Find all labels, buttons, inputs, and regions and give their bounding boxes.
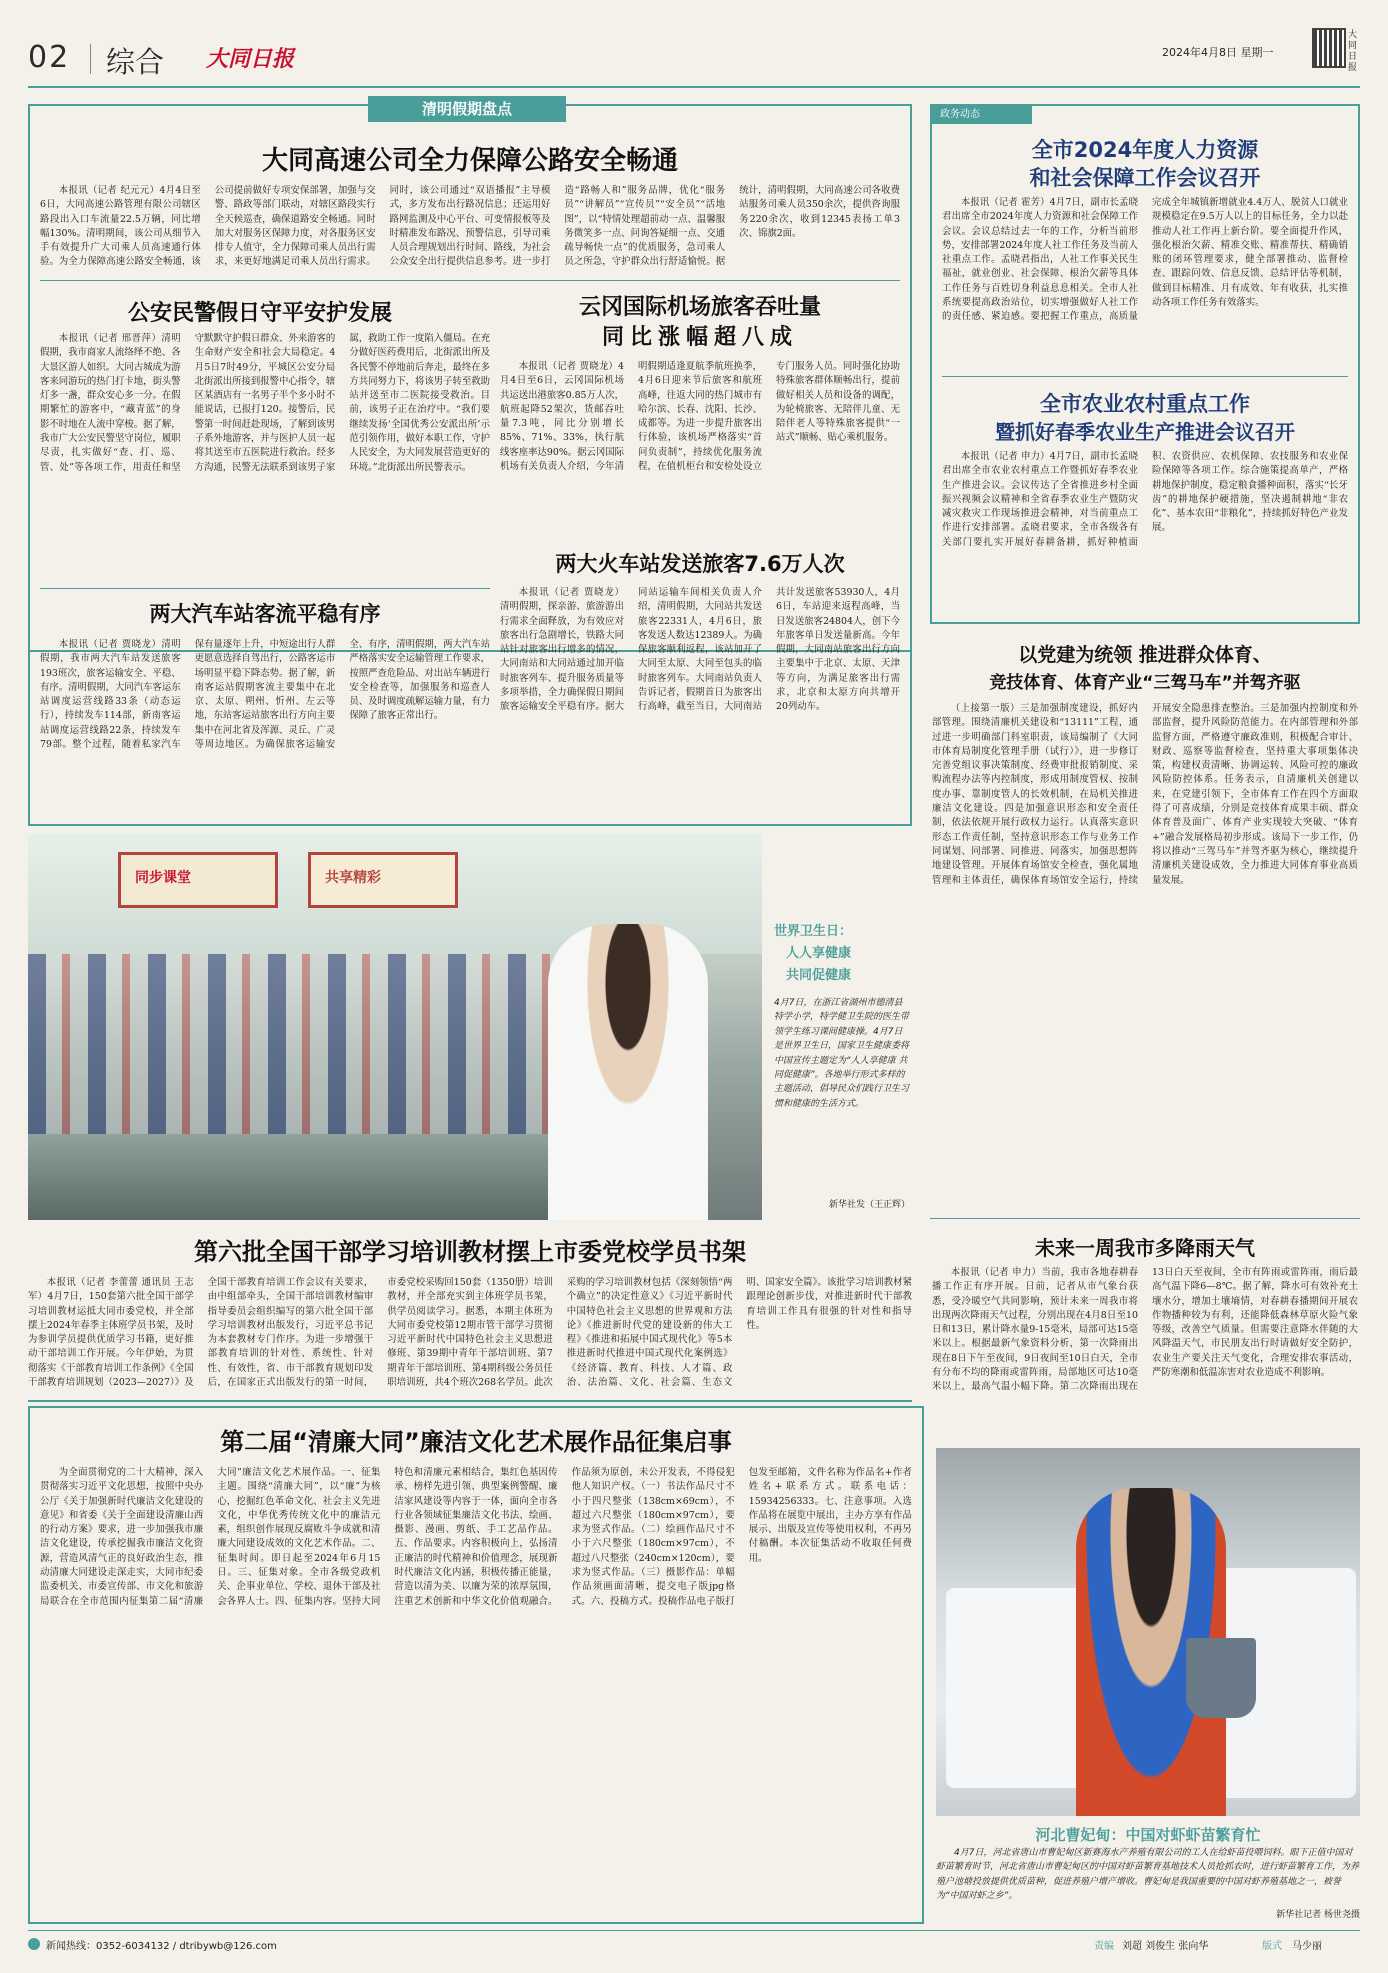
article-police: 本报讯（记者 邢晋萍）清明假期，我市商家人流络绎不绝、各大景区游人如织。大同古城成为游客来同游玩的热门打卡地，街头警灯多一盏，群众安心多一分。在假期繁忙的游客中，“藏青蓝”的身影不时地在人流中穿梭。据了解，我市广大公安民警坚守岗位，履职尽责，扎实做好“查、打、巡、管、处”等各项工作，用责任和坚守默默守护假日群众、外来游客的生命财产安全和社会大局稳定。4月5日7时49分，平城区公安分局北街派出所接到报警中心指令，辖区某酒店有一名男子半个多小时不能说话，已报打120。接警后，民警第一时间赶赴现场，了解到该男子系外地游客，并与医护人员一起将其送至市五医院进行救治。经多方沟通，民警无法联系到该男子家属，救助工作一度陷入僵局。在充分做好医药费用后，北街派出所及各民警不停地前后奔走，最终在多方共同努力下，将该男子转至救助站并送至市二医院接受救治。目前，该男子正在治疗中。“我们要继续发扬‘全国优秀公安派出所’示范引领作用，做好本职工作，守护人民安全，为大同发展营造更好的环境。”北街派出所民警表示。 <box>40 333 490 473</box>
headline-hr-1: 全市2024年度人力资源 <box>1031 138 1259 162</box>
headline-agri-2: 暨抓好春季农业生产推进会议召开 <box>995 420 1295 444</box>
footer-designer: 马少丽 <box>1292 1941 1322 1952</box>
brief-label <box>932 106 1032 124</box>
footer-hotline: 新闻热线：0352-6034132 / dtribywb@126.com <box>46 1941 277 1952</box>
rule-r2 <box>930 1218 1360 1219</box>
article-train: 本报讯（记者 贾晓龙）清明假期，探亲游、旅游游出行需求全面释放，为有效应对旅客出行急剧增长，铁路大同站针对旅客出行增多的情况，大同南站和大同站通过加开临时旅客列车、提升服务质量等多项举措，全力确保假日期间旅客运输安全平稳有序。据大同站运输车间相关负责人介绍，清明假期，大同站共发送旅客22331人，4月6日，旅客发送人数达12389人。为确保旅客顺利返程，该站加开了大同至太原、大同至包头的临时旅客列车。大同南站负责人告诉记者，假期首日为旅客出行高峰，截至当日，大同南站共计发送旅客53930人，4月6日，车站迎来返程高峰，当日发送旅客24804人，创下今年旅客单日发送量新高。今年假期，大同南站旅客出行方向主要集中于北京、太原、天津等方向，为满足旅客出行需求，北京和太原方向共增开20列动车。 <box>500 587 900 713</box>
article-competition: 为全面贯彻党的二十大精神，深入贯彻落实习近平文化思想，按照中央办公厅《关于加强新时代廉洁文化建设的意见》和省委《关于全面建设清廉山西的行动方案》要求，进一步加强我市廉洁文化建设，传承挖掘我市廉洁文化资源，营造风清气正的良好政治生态，推动清廉大同建设走深走实，大同市纪委监委机关、市委宣传部、市文化和旅游局联合在全市范围内征集第二届“清廉大同”廉洁文化艺术展作品。一、征集主题。围绕“清廉大同”，以“廉”为核心，挖掘红色革命文化、社会主义先进文化，中华优秀传统文化中的廉洁元素，组织创作展现反腐败斗争成就和清廉大同建设成效的文化艺术作品。二、征集时间。即日起至2024年6月15日。三、征集对象。全市各级党政机关、企事业单位、学校、退休干部及社会各界人士。四、征集内容。坚持大同特色和清廉元素相结合，集红色基因传承、榜样先进引领、典型案例警醒、廉洁家风建设等内容于一体，面向全市各行业各领域征集廉洁文化书法、绘画、摄影、漫画、剪纸、手工艺品作品。五、作品要求。内容积极向上，弘扬清正廉洁的时代精神和价值理念，展现新时代廉洁文化内涵，积极传播正能量，营造以清为美、以廉为荣的浓厚氛围，注重艺术创新和中华文化价值观融合。作品须为原创，未公开发表，不得侵犯他人知识产权。（一）书法作品尺寸不小于四尺整张（138cm×69cm），不超过六尺整张（180cm×97cm），要求为竖式作品。（二）绘画作品尺寸不小于六尺整张（180cm×97cm），不超过八尺整张（240cm×120cm），要求为竖式作品。（三）摄影作品：单幅作品须画面清晰，提交电子版jpg格式。六、投稿方式。投稿作品电子版打包发至邮箱，文件名称为作品名+作者姓名+联系方式。联系电话：15934256333。七、注意事项。入选作品将在展览中展出，主办方享有作品展示、出版及宣传等使用权利，不再另付稿酬。本次征集活动不收取任何费用。 <box>40 1467 912 1607</box>
board-text-2: 共享精彩 <box>325 870 381 886</box>
masthead-divider <box>90 44 91 74</box>
article-bus: 本报讯（记者 贾晓龙）清明假期，我市两大汽车站发送旅客193班次，旅客运输安全、平稳、有序。清明假期，大同汽车客运东站调度运营线路33条（动态运行），持续发车114部，新南客运站调度运营线路22条，持续发车79部。整个过程，随着私家汽车保有量逐年上升，中短途出行人群更愿意选择自驾出行，公路客运市场明显平稳下降态势。据了解，新南客运站假期客流主要集中在北京、太原、朔州、忻州、左云等地，东站客运站旅客出行方向主要集中在河北省及浑源、灵丘、广灵等周边地区。为确保旅客运输安全、有序，清明假期，两大汽车站严格落实安全运输管理工作要求，按照严查危险品、对出站车辆进行安全检查等，加强服务和巡查人员、及时调度疏解运输力量，有力保障了旅客正常出行。 <box>40 639 490 751</box>
headline-sports-1: 以党建为统领 推进群众体育、 <box>1018 644 1272 666</box>
photo2-caption-title: 河北曹妃甸：中国对虾虾苗繁育忙 <box>1035 1826 1261 1844</box>
article-agri: 本报讯（记者 申力）4月7日，副市长孟晓君出席全市农业农村重点工作暨抓好春季农业生产推进会议。会议传达了全省推进乡村全面振兴视频会议精神和全省春季农业生产暨防灾减灾救灾工作现场推进会精神，对当前重点工作进行安排部署。孟晓君要求，全市各级各有关部门要扎实开展好春耕备耕，抓好种植面积、农资供应、农机保障、农技服务和农业保险保障等各项工作。综合施策提高单产，严格耕地保护制度，稳定粮食播种面积，落实“长牙齿”的耕地保护硬措施，坚决遏制耕地“非农化”、基本农田“非粮化”，持续抓好特色产业发展。 <box>942 451 1348 548</box>
qr-label: 大同日报 <box>1348 30 1358 73</box>
masthead <box>28 28 1360 88</box>
footer-design-label: 版式 <box>1262 1941 1282 1952</box>
article-hr: 本报讯（记者 霍芳）4月7日，副市长孟晓君出席全市2024年度人力资源和社会保障工作会议。会议总结过去一年的工作，分析当前形势，安排部署2024年度人社工作任务及当前人社重点工作。孟晓君指出，人社工作事关民生福祉，就业创业、社会保障、根治欠薪等具体工作任务与百姓切身利益息息相关。全市人社系统要提高政治站位，切实增强做好人社工作的责任感、紧迫感。要把握工作重点，高质量完成全年城镇新增就业4.4万人、脱贫人口就业规模稳定在9.5万人以上的目标任务，全力以赴推动人社工作再上新台阶。要全面提升作风，强化根治欠薪、精准交账、精准帮扶、精确销账的闭环管理要求，健全部署推动、监督检查、跟踪问效、信息反馈、总结评估等机制，做到目标精准、月有成效、年有收获，扎实推动各项工作任务有效落实。 <box>942 197 1348 323</box>
brief-label-text: 政务动态 <box>940 109 980 120</box>
page-number: 02 <box>28 40 71 75</box>
headline-hr-2: 和社会保障工作会议召开 <box>1029 166 1261 190</box>
paper-logo: 大同日报 <box>206 46 295 72</box>
headline-airport-1: 云冈国际机场旅客吞吐量 <box>578 295 821 320</box>
headline-sports-2: 竞技体育、体育产业“三驾马车”并驾齐驱 <box>989 673 1301 693</box>
holiday-banner-text: 清明假期盘点 <box>421 100 512 118</box>
footer-editor-label: 责编 <box>1094 1941 1114 1952</box>
section-name: 综合 <box>106 45 165 79</box>
headline-textbook: 第六批全国干部学习培训教材摆上市委党校学员书架 <box>194 1238 746 1266</box>
qr-code <box>1312 28 1346 68</box>
footer-phone-icon <box>28 1938 40 1950</box>
photo1-caption-body: 4月7日，在浙江省湖州市德清县特学小学，特学健卫生院的医生带领学生练习课间健康操。4月7日是世界卫生日，国家卫生健康委将中国宣传主题定为“人人享健康 共同促健康”。各地举行形式多样的主题活动，倡导民众们践行卫生习惯和健康的生活方式。 <box>774 998 910 1109</box>
article-highway: 本报讯（记者 纪元元）4月4日至6日，大同高速公路管理有限公司辖区路段出入口车流量22.5万辆，同比增幅130%。清明期间，该公司从细节入手有效提升广大司乘人员高速通行体验。为全力保障高速公路安全畅通，该公司提前做好专项安保部署，加强与交警、路政等部门联动，对辖区路段实行全天候巡查，确保道路安全畅通。同时加大对服务区保障力度，对各服务区安排专人值守，全力保障司乘人员出行需求，来更好地满足司乘人员出行需求。同时，该公司通过“双语播报”主导模式，多方发布出行路况信息；还运用好路网监测及中心平台、可变情报板等及时精准发布路况、预警信息，引导司乘人员合理规划出行时间、路线，为社会公众安全出行提供信息参考。进一步打造“路畅人和”服务品牌，优化“服务员”“讲解员”“宣传员”“安全员”“活地图”，以“特情处理超前动一点、温馨服务微笑多一点、问询答疑细一点、交通疏导畅快一点”的优质服务，急司乘人员之所急，守护群众出行舒适愉悦。据统计，清明假期，大同高速公司各收费站服务司乘人员350余次，提供咨询服务220余次，收到12345表扬工单3次、锦旗2面。 <box>40 185 900 268</box>
photo2-credit: 新华社记者 杨世尧摄 <box>1276 1910 1360 1920</box>
photo2-caption-body: 4月7日，河北省唐山市曹妃甸区新赛海水产养殖有限公司的工人在给虾苗投喂饲料。眼下正值中国对虾苗繁育时节，河北省唐山市曹妃甸区的中国对虾苗繁育基地技术人员抢抓农时，进行虾苗繁育工作，为养殖户池塘投放提供优质苗种，促进养殖户增产增收。曹妃甸是我国重要的中国对虾养殖基地之一，被誉为“中国对虾之乡”。 <box>936 1848 1360 1902</box>
classroom-photo <box>28 834 762 1220</box>
headline-police: 公安民警假日守平安护发展 <box>127 301 392 326</box>
article-textbook: 本报讯（记者 李蕾蕾 通讯员 王志军）4月7日，150套第六批全国干部学习培训教材运抵大同市委党校，并全部摆上2024年春季主体班学员书架，及时为参训学员提供优质学习书籍，更好推动干部培训工作开展。今年伊始，为贯彻落实《干部教育培训工作条例》《全国干部教育培训规划（2023—2027）》及全国干部教育培训工作会议有关要求，由中组部牵头，全国干部培训教材编审指导委员会组织编写的第六批全国干部学习培训教材出版发行，习近平总书记为本套教材专门作序。为进一步增强干部教育培训的针对性、系统性、针对性、有效性，省、市干部教育规划印发后，在国家正式出版发行的第一时间，市委党校采购回150套（1350册）培训教材，并全部充实到主体班学员书架，供学员阅读学习。据悉，本期主体班为大同市委党校第12期市管干部学习贯彻习近平新时代中国特色社会主义思想进修班、第39期中青年干部培训班、第7期青年干部培训班、第4期科级公务员任职培训班，共4个班次268名学员。此次采购的学习培训教材包括《深刻领悟“两个确立”的决定性意义》《习近平新时代中国特色社会主义思想的世界观和方法论》《推进新时代党的建设新的伟大工程》《推进和拓展中国式现代化》等5本推进新时代推进中国式现代化案例选》《经济篇、教育、科技、人才篇、政治、法治篇、文化、社会篇、生态文明、国家安全篇》。该批学习培训教材紧跟理论创新步伐，对推进新时代干部教育培训工作具有很强的针对性和指导性。 <box>28 1277 912 1389</box>
photo1-caption-title-2: 人人享健康 <box>786 946 852 961</box>
classroom-board-left <box>118 852 278 908</box>
rule-h1 <box>40 280 900 281</box>
headline-bus: 两大汽车站客流平稳有序 <box>149 602 381 626</box>
photo1-caption-title-3: 共同促健康 <box>786 968 852 983</box>
bucket <box>1186 1638 1256 1718</box>
rule-r1 <box>942 376 1348 377</box>
article-sports: （上接第一版）三是加强制度建设，抓好内部管理。围绕清廉机关建设和“13111”工程，通过进一步明确部门科室职责，该局编制了《大同市体育局制度化管理手册（试行）》，进一步修订完善党组议事决策制度、经费审批报销制度、采购流程办法等内控制度，形成用制度管权、按制度办事、靠制度管人的长效机制，在局机关推进廉洁文化建设。四是加强意识形态和安全责任制，依法依规开展行政权力运行。认真落实意识形态工作责任制，坚持意识形态工作与业务工作同谋划、同部署、同推进、同落实，加强思想阵地建设管理。开展体育场馆安全检查，强化属地管理和主体责任，确保体育场馆安全运行，持续开展安全隐患排查整治。三是加强内控制度和外部监督，提升风险防范能力。在内部管理和外部监督方面，严格遵守廉政准则，积极配合审计、财政、巡察等监督检查，坚持重大事项集体决策，构建权责清晰、协调运转、风险可控的廉政风险防控体系。任务表示，自清廉机关创建以来，在党建引领下，全市体育工作在四个方面取得了可喜成绩，分别是竞技体育成果丰硕、群众体育普及面广、体育产业实现较大突破、“体育+”融合发展格局初步形成。该局下一步工作，仍将以推动“三驾马车”并驾齐驱为核心，继续提升清廉机关建设成效，全力推进大同体育事业高质量发展。 <box>932 703 1358 886</box>
headline-highway: 大同高速公司全力保障公路安全畅通 <box>261 146 678 176</box>
issue-date: 2024年4月8日 星期一 <box>1162 46 1274 59</box>
footer-editors: 刘超 刘俊生 张向华 <box>1122 1941 1209 1952</box>
masthead-rule <box>28 86 1360 88</box>
headline-weather: 未来一周我市多降雨天气 <box>1035 1236 1255 1260</box>
rule-h2 <box>40 588 490 589</box>
article-airport: 本报讯（记者 贾晓龙）4月4日至6日，云冈国际机场共运送出港旅客0.85万人次，航班起降52架次，货邮吞吐量7.3吨，同比分别增长85%、71%、33%，执行航线客座率达90%。据云冈国际机场有关负责人介绍，今年清明假期适逢夏航季航班换季，4月6日迎来节后旅客和航班高峰，往返大同的热门城市有哈尔滨、长春、沈阳、长沙、成都等。为进一步提升旅客出行体验，该机场严格落实“首问负责制”，持续优化服务流程，在值机柜台和安检处设立专门服务人员。同时强化协助特殊旅客群体顺畅出行，提前做好相关人员和设备的调配，为轮椅旅客、无陪伴儿童、无陪伴老人等特殊旅客提供“一站式”顺畅、贴心乘机服务。 <box>500 361 900 473</box>
photo1-caption-title-1: 世界卫生日： <box>774 924 853 939</box>
holiday-banner <box>368 96 566 122</box>
shrimp-photo <box>936 1448 1360 1816</box>
desks <box>28 1134 588 1220</box>
headline-agri-1: 全市农业农村重点工作 <box>1040 392 1250 416</box>
rule-h3 <box>28 1400 912 1402</box>
headline-airport-2: 同比涨幅超八成 <box>601 325 798 350</box>
article-weather: 本报讯（记者 申力）当前，我市各地春耕春播工作正有序开展。日前，记者从市气象台获悉，受冷暖空气共同影响，预计未来一周我市将出现两次降雨天气过程，分别出现在4月8日至10日和13日，累计降水量9-15毫米，局部可达15毫米以上。根据最新气象资料分析，第一次降雨出现在8日下午至夜间，9日夜间至10日白天，全市有分布不均的降雨或雷阵雨，局部地区可达10毫米以上，最高气温小幅下降。第二次降雨出现在13日白天至夜间，全市有阵雨或雷阵雨，雨后最高气温下降6—8℃。据了解，降水可有效补充土壤水分，增加土壤墒情，对春耕春播期间开展农作物播种较为有利，还能降低森林草原火险气象等级，改善空气质量。但需要注意降水伴随的大风降温天气，市民朋友出行时请做好安全防护，农业生产要关注天气变化，合理安排农事活动，严防寒潮和低温冻害对农业造成不利影响。 <box>932 1267 1358 1393</box>
board-text-1: 同步课堂 <box>135 870 191 886</box>
classroom-board-right <box>308 852 458 908</box>
doctor-figure <box>548 924 708 1220</box>
headline-train: 两大火车站发送旅客7.6万人次 <box>555 552 845 576</box>
footer-rule <box>28 1930 1360 1931</box>
headline-competition: 第二届“清廉大同”廉洁文化艺术展作品征集启事 <box>220 1428 732 1456</box>
photo1-credit: 新华社发（王正辉） <box>828 1200 910 1210</box>
